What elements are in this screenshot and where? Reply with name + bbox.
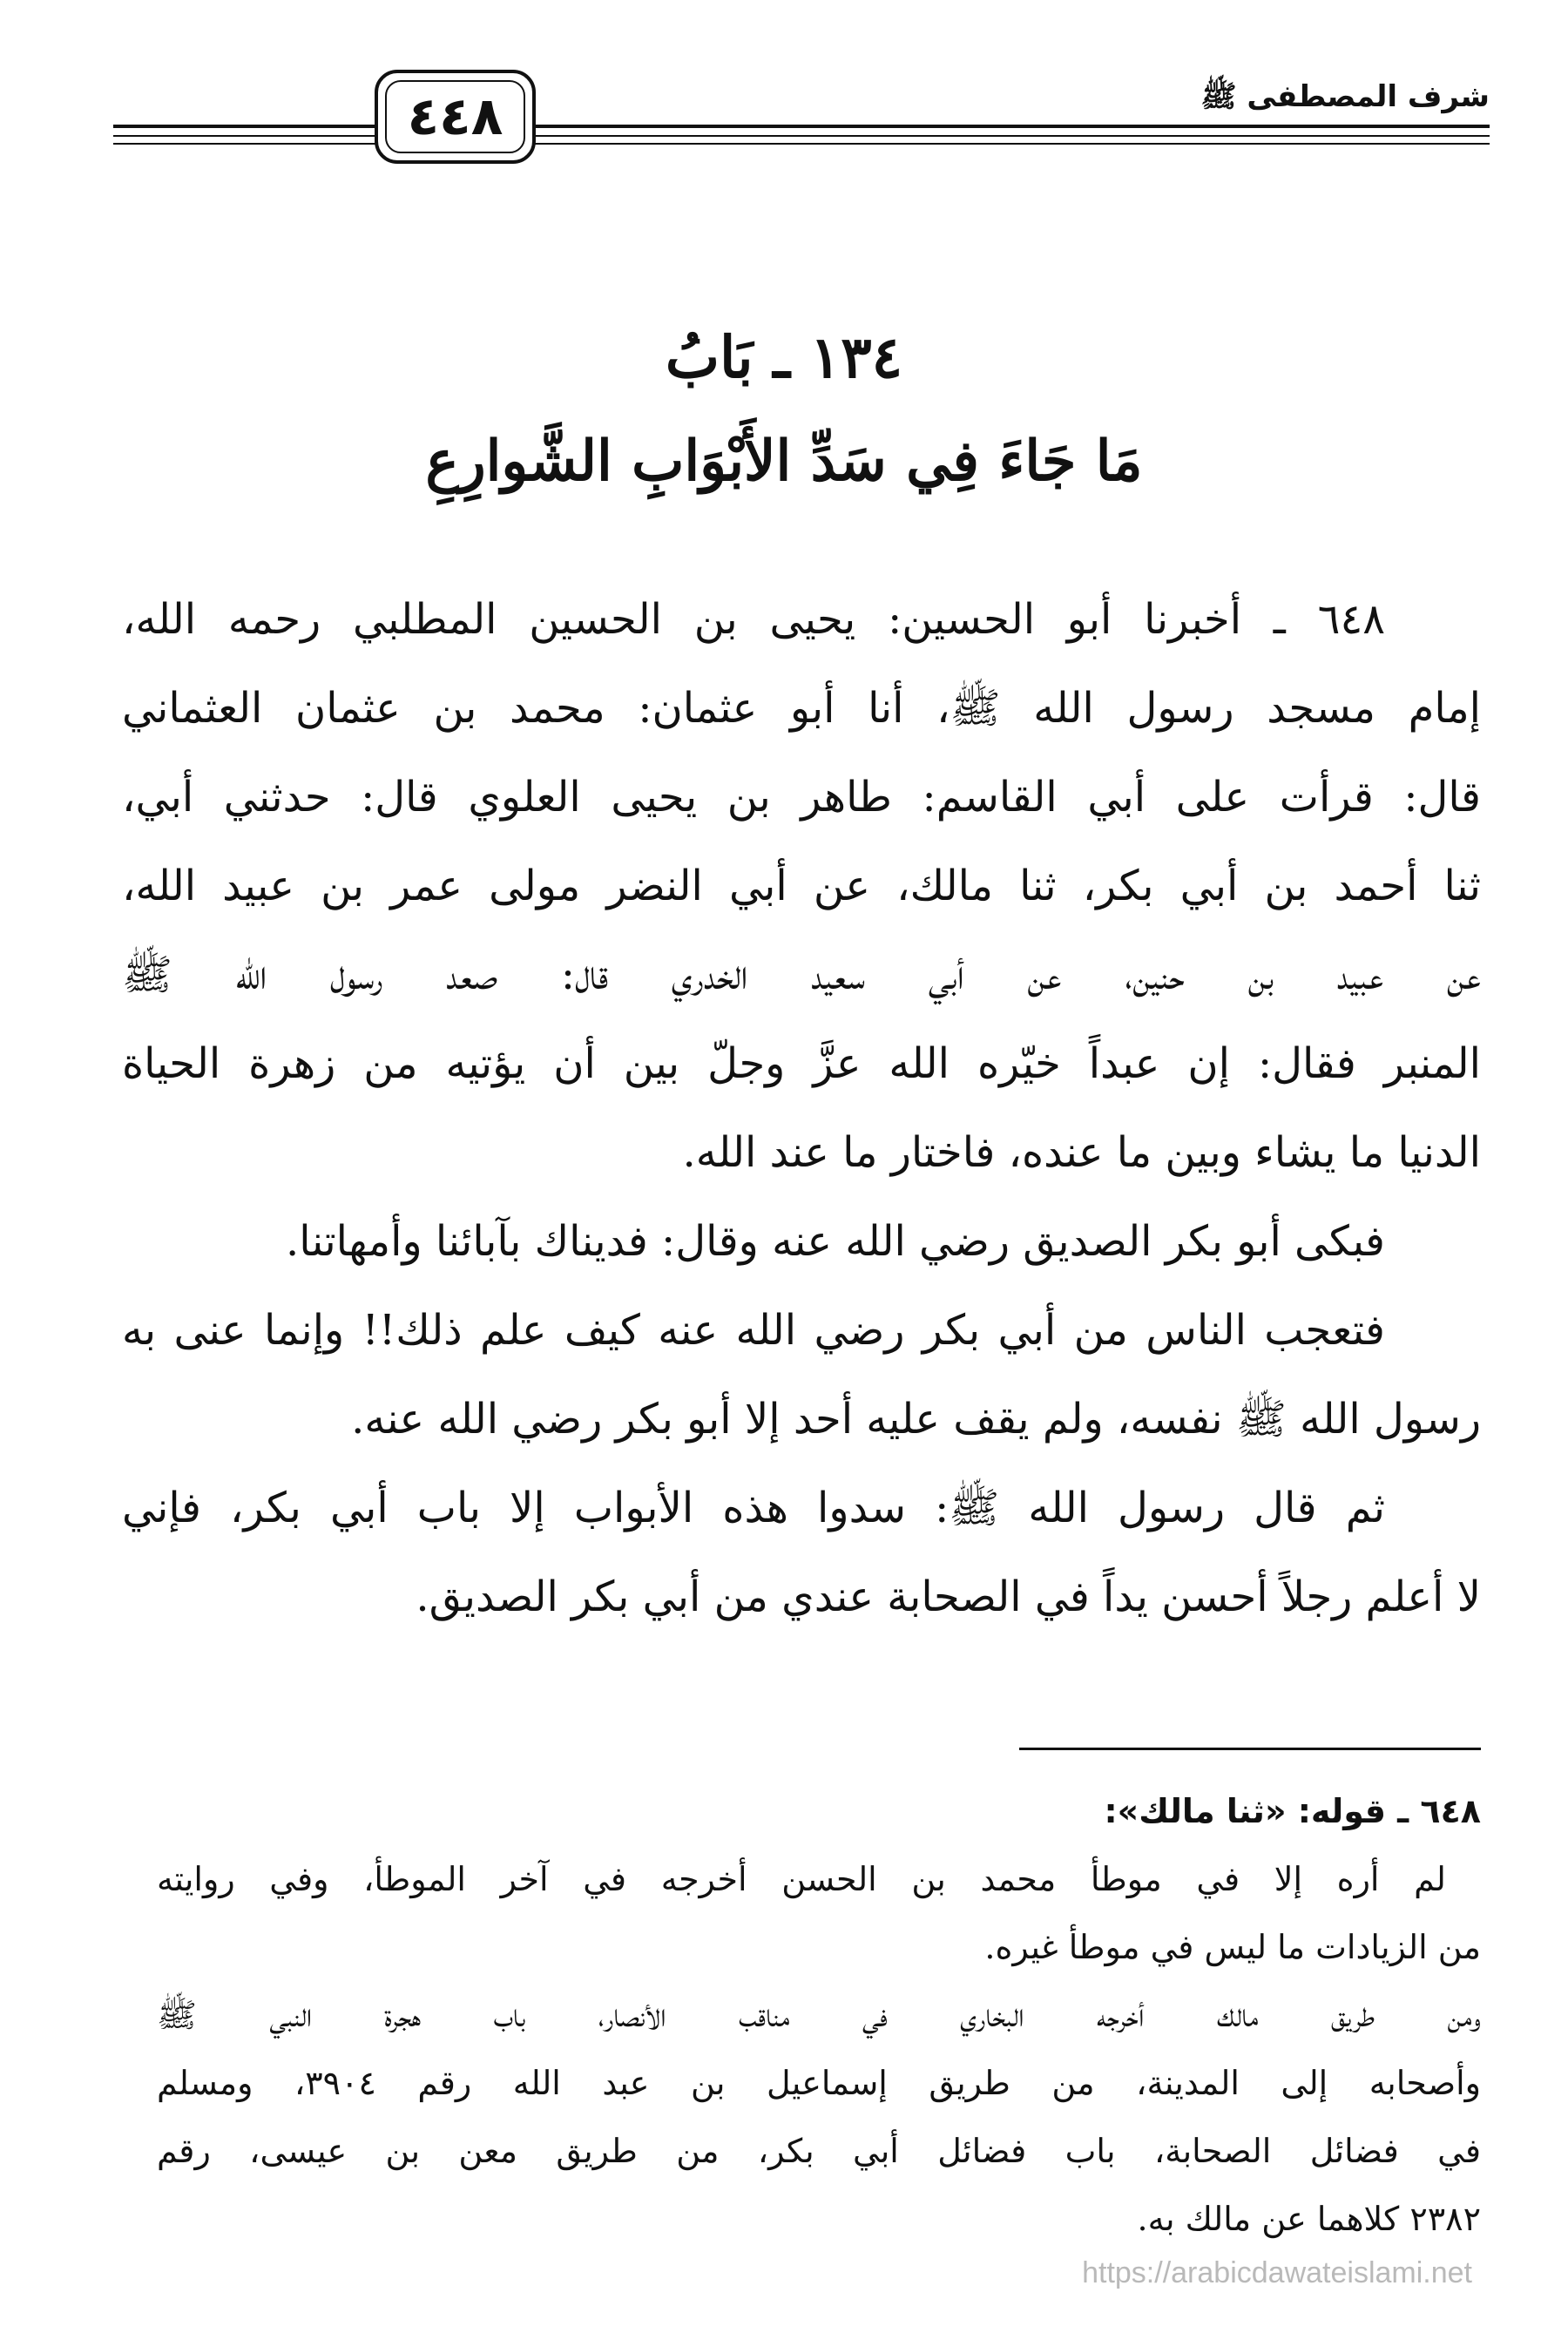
footnote-line: من الزيادات ما ليس في موطأ غيره. <box>984 1928 1481 1966</box>
text-line: المنبر فقال: إن عبداً خيّره الله عزَّ وجلّ بين أن يؤتيه من زهرة الحياة <box>122 1039 1481 1088</box>
chapter-number: ١٣٤ ـ بَابُ <box>665 323 903 391</box>
footnote-line: في فضائل الصحابة، باب فضائل أبي بكر، من طريق معن بن عيسى، رقم <box>157 2132 1481 2170</box>
text-line: الدنيا ما يشاء وبين ما عنده، فاختار ما عند الله. <box>682 1128 1481 1177</box>
text-line: رسول الله ﷺ نفسه، ولم يقف عليه أحد إلا أبو بكر رضي الله عنه. <box>351 1395 1481 1444</box>
text-line: ٦٤٨ ـ أخبرنا أبو الحسين: يحيى بن الحسين المطلبي رحمه الله، <box>122 595 1385 644</box>
text-line: ثم قال رسول الله ﷺ: سدوا هذه الأبواب إلا باب أبي بكر، فإني <box>122 1484 1385 1532</box>
text-line: عن عبيد بن حنين، عن أبي سعيد الخدري قال: صعد رسول الله ﷺ <box>122 950 1481 999</box>
text-line: لا أعلم رجلاً أحسن يداً في الصحابة عندي من أبي بكر الصديق. <box>416 1572 1481 1621</box>
page-number-frame <box>375 70 536 164</box>
text-line: قال: قرأت على أبي القاسم: طاهر بن يحيى العلوي قال: حدثني أبي، <box>122 773 1481 822</box>
page-number: ٤٤٨ <box>407 86 504 147</box>
footnote-line: لم أره إلا في موطأ محمد بن الحسن أخرجه في آخر الموطأ، وفي روايته <box>157 1860 1446 1898</box>
footnote-heading: ٦٤٨ ـ قوله: «ثنا مالك»: <box>1104 1792 1481 1830</box>
header-rule <box>113 143 1490 145</box>
footnote-line: وأصحابه إلى المدينة، من طريق إسماعيل بن عبد الله رقم ٣٩٠٤، ومسلم <box>157 2064 1481 2102</box>
page-header <box>113 70 1490 200</box>
footnote-separator <box>1019 1748 1481 1750</box>
text-line: فبكى أبو بكر الصديق رضي الله عنه وقال: فديناك بآبائنا وأمهاتنا. <box>285 1217 1385 1266</box>
header-rule <box>113 135 1490 137</box>
footnote-line: ومن طريق مالك أخرجه البخاري في مناقب الأنصار، باب هجرة النبي ﷺ <box>157 1996 1481 2034</box>
chapter-title: مَا جَاءَ فِي سَدِّ الأَبْوَابِ الشَّوارِعِ <box>425 429 1143 494</box>
text-line: ثنا أحمد بن أبي بكر، ثنا مالك، عن أبي النضر مولى عمر بن عبيد الله، <box>122 862 1481 910</box>
text-line: إمام مسجد رسول الله ﷺ، أنا أبو عثمان: محمد بن عثمان العثماني <box>122 684 1481 733</box>
header-rule <box>113 125 1490 128</box>
footnote-line: ٢٣٨٢ كلاهما عن مالك به. <box>1137 2200 1481 2238</box>
running-title: شرف المصطفى ﷺ <box>1188 78 1490 121</box>
watermark: https://arabicdawateislami.net <box>1082 2256 1472 2289</box>
text-line: فتعجب الناس من أبي بكر رضي الله عنه كيف علم ذلك!! وإنما عنى به <box>122 1306 1385 1355</box>
main-text <box>122 575 1481 1641</box>
footnotes <box>157 1777 1481 2253</box>
